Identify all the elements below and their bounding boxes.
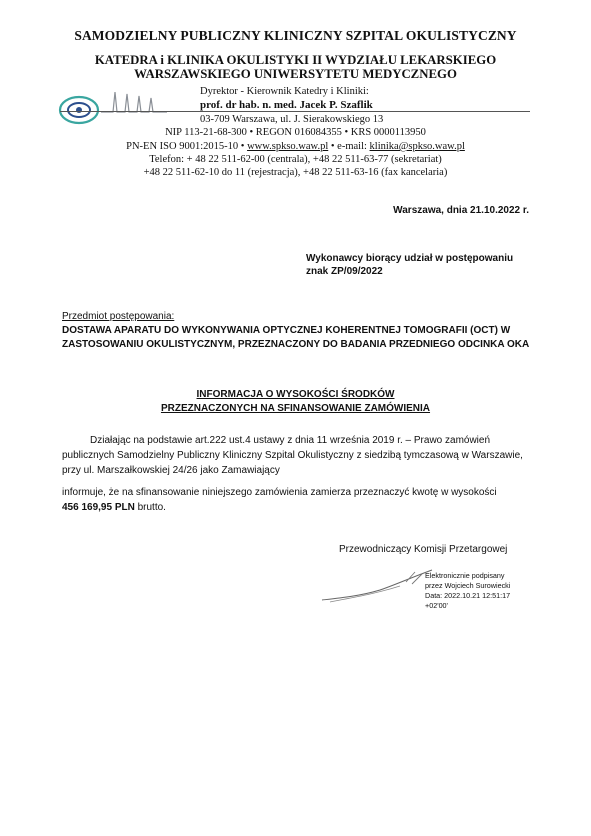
esig-date: Data: 2022.10.21 12:51:17 xyxy=(425,591,511,600)
body-paragraph-1-line-2: publicznych Samodzielny Publiczny Kliniczny Szpital Okulistyczny z siedzibą tymczasową w Warszawie, xyxy=(62,450,523,461)
email-link[interactable]: klinika@spkso.waw.pl xyxy=(369,141,465,152)
header-divider xyxy=(60,111,530,112)
department-line-2: WARSZAWSKIEGO UNIWERSYTETU MEDYCZNEGO xyxy=(134,67,457,81)
body-paragraph-1-line-1: Działając na podstawie art.222 ust.4 ustawy z dnia 11 września 2019 r. – Prawo zamówień xyxy=(90,435,491,446)
hospital-logo xyxy=(55,88,185,130)
esig-timezone: +02'00' xyxy=(425,601,448,610)
email-prefix: • e-mail: xyxy=(330,141,367,152)
amount-suffix: brutto. xyxy=(134,502,166,513)
addressee xyxy=(306,252,513,278)
electronic-signature-info xyxy=(425,571,510,611)
phones-line-1: Telefon: + 48 22 511-62-00 (centrala), +48 22 511-63-77 (sekretariat) xyxy=(149,154,442,165)
body-paragraph-2: informuje, że na sfinansowanie niniejszego zamówienia zamierza przeznaczyć kwotę w wysokości xyxy=(62,487,497,498)
signature-title: Przewodniczący Komisji Przetargowej xyxy=(339,544,508,555)
amount-value: 456 169,95 PLN xyxy=(62,502,135,513)
iso-standard: PN-EN ISO 9001:2015-10 • xyxy=(126,141,245,152)
info-title-line-2: PRZEZNACZONYCH NA SFINANSOWANIE ZAMÓWIENIA xyxy=(160,403,431,414)
website-link[interactable]: www.spkso.waw.pl xyxy=(247,141,329,152)
subject-label: Przedmiot postępowania: xyxy=(62,311,175,322)
electronic-signature-mark xyxy=(320,568,435,604)
esig-line-1: Elektronicznie podpisany xyxy=(425,571,505,580)
hospital-address: 03-709 Warszawa, ul. J. Sierakowskiego 13 xyxy=(200,114,384,125)
department-line-1: KATEDRA i KLINIKA OKULISTYKI II WYDZIAŁU LEKARSKIEGO xyxy=(94,53,497,67)
subject-text: DOSTAWA APARATU DO WYKONYWANIA OPTYCZNEJ KOHERENTNEJ TOMOGRAFII (OCT) W ZASTOSOWANIU OKULISTYCZNYM, PRZEZNACZONY DO BADANIA PRZEDNIEGO ODCINKA OKA xyxy=(62,325,530,350)
body-paragraph-1-line-3: przy ul. Marszałkowskiej 24/26 jako Zamawiający xyxy=(62,465,280,476)
director-role: Dyrektor - Kierownik Katedry i Kliniki: xyxy=(200,86,369,97)
amount-line xyxy=(62,500,532,515)
registry-numbers: NIP 113-21-68-300 • REGON 016084355 • KRS 0000113950 xyxy=(165,127,426,138)
phones-line-2: +48 22 511-62-10 do 11 (rejestracja), +48 22 511-63-16 (fax kancelaria) xyxy=(143,167,448,178)
addressee-case-number: znak ZP/09/2022 xyxy=(306,266,383,277)
info-title-line-1: INFORMACJA O WYSOKOŚCI ŚRODKÓW xyxy=(196,389,395,400)
contact-line xyxy=(0,141,591,152)
addressee-line-1: Wykonawcy biorący udział w postępowaniu xyxy=(306,253,514,264)
document-date: Warszawa, dnia 21.10.2022 r. xyxy=(393,205,529,216)
director-name: prof. dr hab. n. med. Jacek P. Szaflik xyxy=(200,99,373,111)
esig-signer: przez Wojciech Surowiecki xyxy=(425,581,511,590)
institution-name: SAMODZIELNY PUBLICZNY KLINICZNY SZPITAL OKULISTYCZNY xyxy=(74,28,517,43)
